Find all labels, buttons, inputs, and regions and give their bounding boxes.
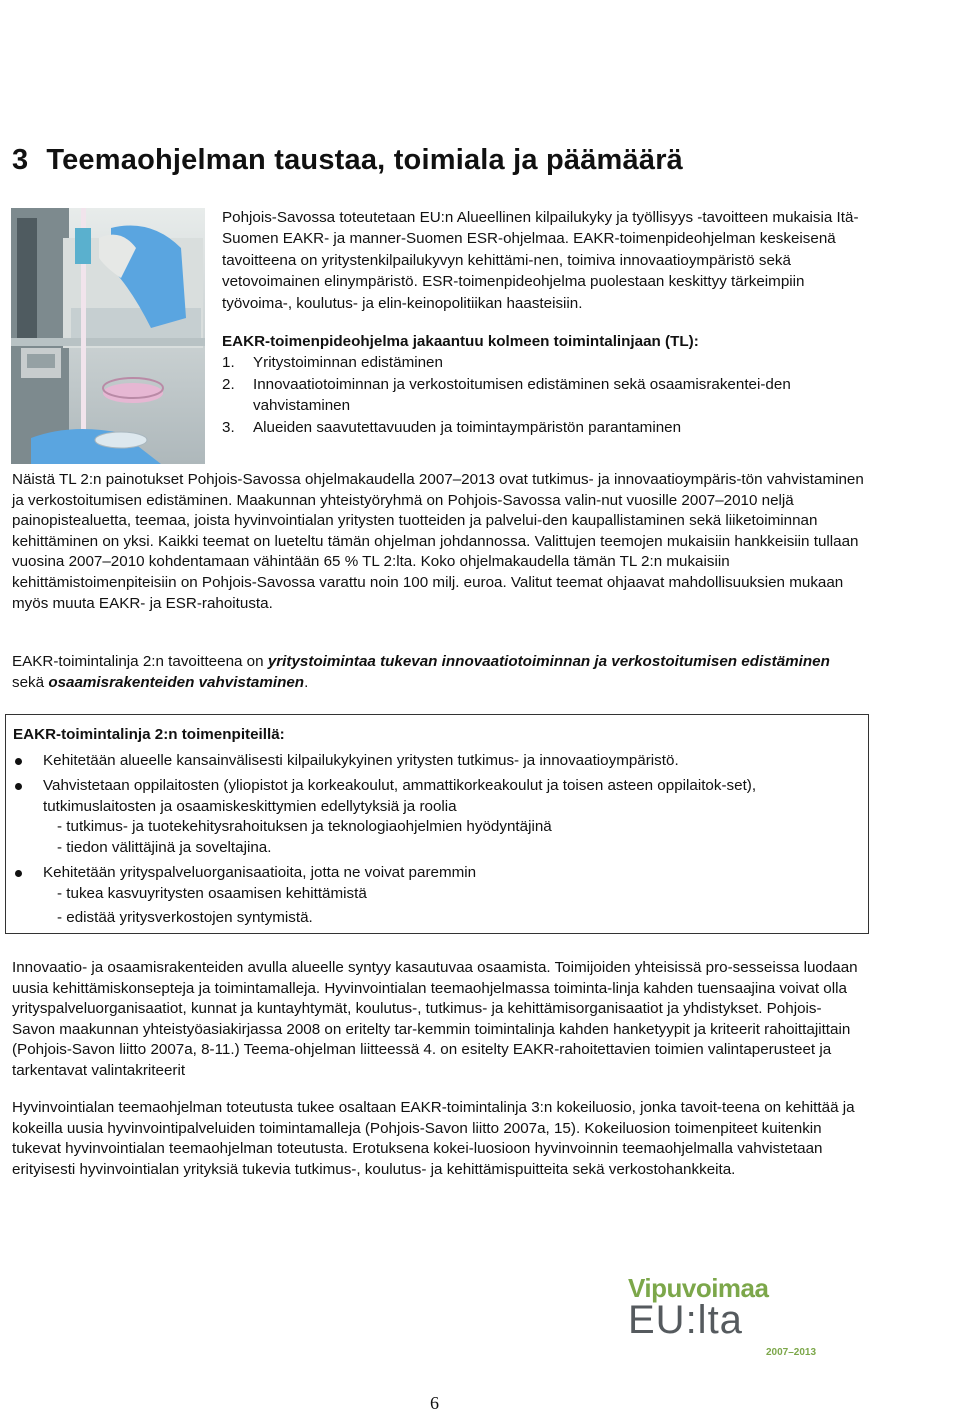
sub-item: - tiedon välittäjinä ja soveltajina. (57, 839, 272, 857)
bullet-icon (15, 758, 22, 765)
paragraph-innovation: Innovaatio- ja osaamisrakenteiden avulla alueelle syntyy kasautuvaa osaamista. Toimijoiden yhteisissä pro-sesseissa luodaan uusia kehittämiskonsepteja ja toimintamalleja. Hyvinvointialan teemaohjelmassa toiminta-linja kahden tuensaajina voivat olla yrityspalveluorganisaatiot, kunnat ja kuntayhtymät, koulutus-, tutkimus- ja kehittämisorganisaatiot ja yhdistykset. Pohjois-Savon maakunnan yhteistyöasiakirjassa 2008 on eritelty tar-kemmin toimintalinja kahden hanketyypit ja kriteerit rahoittajittain (Pohjois-Savon liitto 2007a, 8-11.) Teema-ohjelman liitteessä 4. on esitelty EAKR-rahoitettavien toimien valintaperusteet ja tarkentavat valintakriteerit (12, 959, 858, 1079)
section-number: 3 (12, 144, 29, 176)
intro-block (222, 207, 862, 438)
measures-list (6, 751, 856, 932)
priority-axes-list (222, 352, 862, 438)
bullet-icon (15, 870, 22, 877)
measures-title: EAKR-toimintalinja 2:n toimenpiteillä: (13, 726, 285, 743)
list-item: Vahvistetaan oppilaitosten (yliopistot ja korkeakoulut, ammattikorkeakoulut ja toisen asteen oppilaitok-set), tutkimuslaitosten ja osaamiskeskittymien edellytyksiä ja roolia - tutkimus- ja tuotekehitysrahoituksen ja teknologiaohjelmien hyödyntäjinä - tiedon välittäjinä ja soveltajina. (6, 776, 856, 859)
sub-item: - edistää yritysverkostojen syntymistä. (57, 908, 313, 926)
sub-item: - tukea kasvuyritysten osaamisen kehittämistä (57, 884, 367, 902)
section-heading (12, 144, 683, 177)
lab-photo (11, 208, 205, 464)
paragraph-priorities: Näistä TL 2:n painotukset Pohjois-Savossa ohjelmakaudella 2007–2013 ovat tutkimus- ja innovaatioympäris-tön vahvistaminen ja verkostoitumisen edistäminen. Maakunnan yhteistyöryhmä on Pohjois-Savossa valin-nut vuosille 2007–2010 neljä painopistealuetta, teemaa, joista hyvinvointialan yritysten tuotteiden ja palvelui-den kaupallistaminen sekä liiketoiminnan kehittäminen on yksi. Kaikki teemat on lueteltu tämän ohjelman johdannossa. Valittujen teemojen mukaisiin hankkeisiin tullaan vuosina 2007–2010 kohdentamaan vähintään 65 % TL 2:lta. Koko ohjelmakaudella tämän TL 2:n mukaisiin kehittämistoimenpiteisiin on Pohjois-Savossa varattu noin 100 milj. euroa. Valitut teemat ohjaavat mahdollisuuksien mukaan myös muuta EAKR- ja ESR-rahoitusta. (12, 471, 864, 612)
intro-paragraph: Pohjois-Savossa toteutetaan EU:n Alueellinen kilpailukyky ja työllisyys -tavoitteen mukaisia Itä-Suomen EAKR- ja manner-Suomen ESR-ohjelmaa. EAKR-toimenpideohjelman keskeisenä tavoitteena on yritystenkilpailukyvyn kehittämi-nen, toimiva innovaatioympäristö sekä vetovoimainen elinympäristö. ESR-toimenpideohjelma puolestaan keskittyy tärkeimpiin työvoima-, koulutus- ja elin-keinopolitiikan haasteisiin. (222, 209, 859, 312)
section-title: Teemaohjelman taustaa, toimiala ja päämäärä (46, 144, 684, 176)
list-item: 1. Yritystoiminnan edistäminen (222, 354, 443, 372)
paragraph-objective: EAKR-toimintalinja 2:n tavoitteena on yritystoimintaa tukevan innovaatiotoiminnan ja verkostoitumisen edistäminen sekä osaamisrakenteiden vahvistaminen. (12, 653, 830, 691)
sub-item: - tutkimus- ja tuotekehitysrahoituksen ja teknologiaohjelmien hyödyntäjinä (57, 818, 552, 836)
bullet-icon (15, 783, 22, 790)
list-item: 2. Innovaatiotoiminnan ja verkostoitumisen edistäminen sekä osaamisrakentei-den vahvistaminen (222, 375, 791, 415)
list-item: Kehitetään alueelle kansainvälisesti kilpailukykyinen yritysten tutkimus- ja innovaatioympäristö. (6, 751, 856, 772)
logo-line1: Vipuvoimaa (628, 1273, 769, 1303)
logo-years: 2007–2013 (766, 1347, 817, 1358)
list-item: 3. Alueiden saavutettavuuden ja toimintaympäristön parantaminen (222, 418, 682, 436)
page-number: 6 (430, 1393, 439, 1413)
list-item: Kehitetään yrityspalveluorganisaatioita, jotta ne voivat paremmin - tukea kasvuyritysten osaamisen kehittämistä - edistää yritysverkostojen syntymistä. (6, 863, 856, 928)
measures-box (5, 714, 869, 934)
logo-line2: EU:lta (628, 1298, 743, 1342)
paragraph-welfare: Hyvinvointialan teemaohjelman toteutusta tukee osaltaan EAKR-toimintalinja 3:n kokeiluosio, jonka tavoit-teena on kehittää ja kokeilla uusia hyvinvointipalveluiden toimintamalleja (Pohjois-Savon liitto 2007a, 15). Kokeiluosion toimenpiteet kuitenkin tukevat hyvinvointialan teemaohjelman toteutusta. Erotuksena kokei-luosioon hyvinvoinnin teemaohjelmalla vahvistetaan erityisesti hyvinvointialan yrityksiä tukevia tutkimus-, koulutus- ja kehittämispuitteita sekä verkostohankkeita. (12, 1099, 855, 1178)
vipuvoimaa-logo (628, 1273, 828, 1363)
intro-subheading: EAKR-toimenpideohjelma jakaantuu kolmeen toimintalinjaan (TL): (222, 333, 699, 351)
